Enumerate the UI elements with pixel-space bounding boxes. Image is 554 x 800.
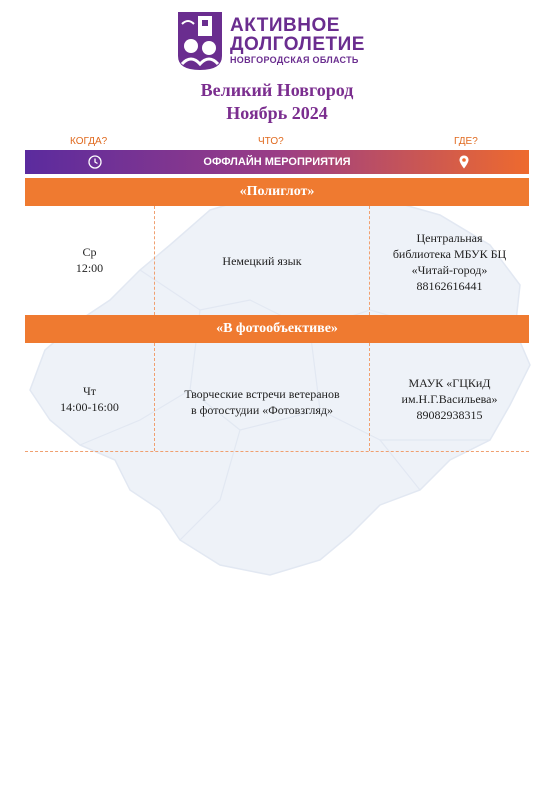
- logo-wordmark: [230, 16, 365, 66]
- event-what: [155, 386, 369, 418]
- event-time: 12:00: [75, 261, 104, 275]
- event-venue-line: библиотека МБУК БЦ: [392, 247, 507, 261]
- page-title-city: Великий Новгород: [200, 80, 354, 100]
- event-where: [370, 230, 529, 294]
- column-header-what: ЧТО?: [258, 136, 284, 147]
- event-when: [25, 383, 154, 415]
- event-activity: Немецкий язык: [222, 254, 302, 268]
- event-phone: 88162616441: [416, 279, 483, 293]
- logo: [176, 10, 386, 75]
- event-where: [370, 375, 529, 423]
- event-when: [25, 244, 154, 276]
- event-day: Ср: [82, 245, 97, 259]
- banner-label: ОФФЛАЙН МЕРОПРИЯТИЯ: [203, 156, 351, 168]
- event-title-bar: «В фотообъективе»: [25, 315, 529, 343]
- logo-line-1: АКТИВНОЕ: [230, 15, 340, 36]
- column-header-when: КОГДА?: [70, 136, 108, 147]
- logo-emblem-icon: [176, 10, 224, 72]
- event-venue-line: «Читай-город»: [411, 263, 488, 277]
- offline-events-banner: [25, 150, 529, 174]
- logo-line-3: НОВГОРОДСКАЯ ОБЛАСТЬ: [230, 55, 359, 65]
- event-activity-line: Творческие встречи ветеранов: [184, 387, 340, 401]
- logo-line-2: ДОЛГОЛЕТИЕ: [230, 34, 365, 55]
- event-time: 14:00-16:00: [60, 400, 119, 414]
- location-pin-icon: [456, 154, 472, 170]
- event-phone: 89082938315: [416, 408, 483, 422]
- event-title-bar: «Полиглот»: [25, 178, 529, 206]
- event-day: Чт: [82, 384, 97, 398]
- event-activity-line: в фотостудии «Фотовзгляд»: [190, 403, 333, 417]
- column-header-where: ГДЕ?: [454, 136, 478, 147]
- event-venue-line: им.Н.Г.Васильева»: [401, 392, 498, 406]
- event-venue-line: Центральная: [416, 231, 483, 245]
- table-bottom-divider: [25, 451, 529, 452]
- clock-icon: [87, 154, 103, 170]
- page-title-month: Ноябрь 2024: [226, 103, 328, 123]
- event-what: [155, 253, 369, 269]
- event-venue-line: МАУК «ГЦКиД: [408, 376, 491, 390]
